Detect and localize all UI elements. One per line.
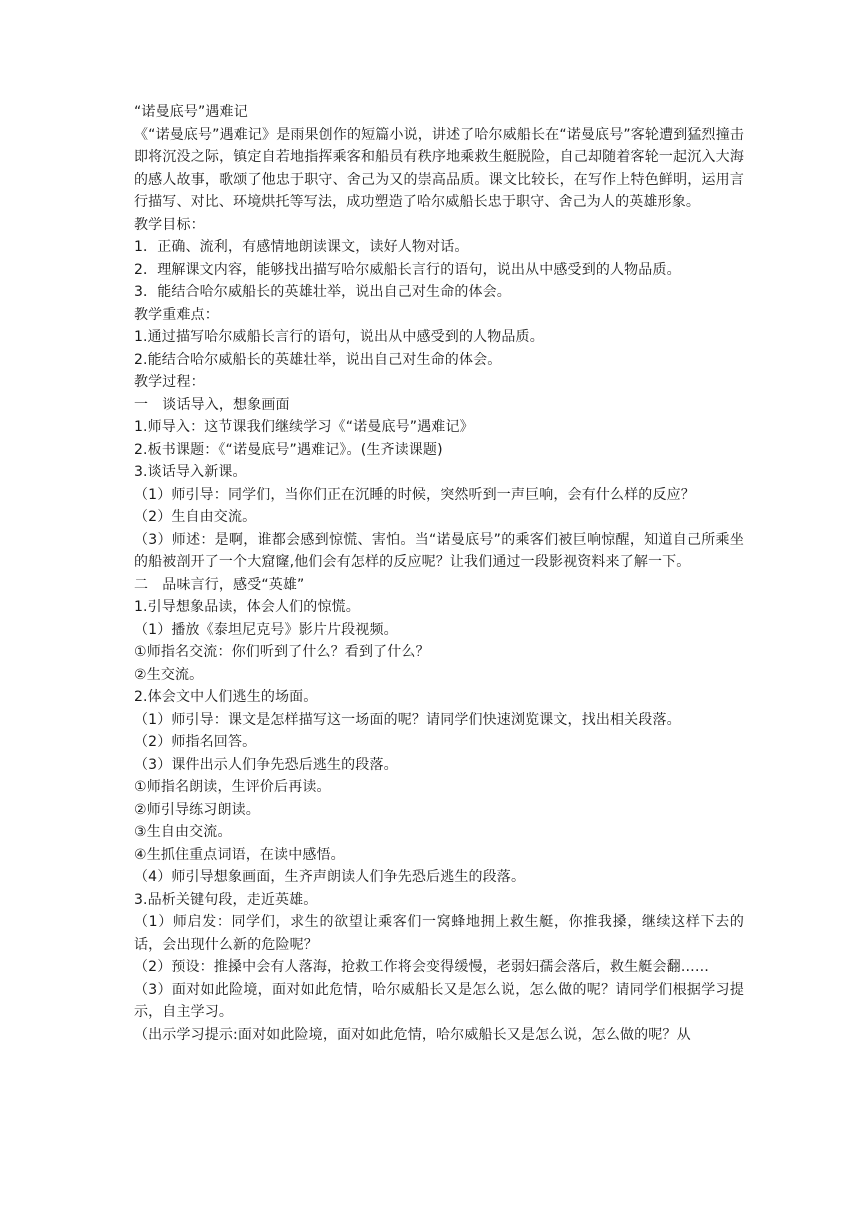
paragraph: （4）师引导想象画面，生齐声朗读人们争先恐后逃生的段落。 — [134, 869, 526, 885]
paragraph: （1）师启发：同学们，求生的欲望让乘客们一窝蜂地拥上救生艇，你推我搡，继续这样下去的话，会出现什么新的危险呢？ — [134, 914, 744, 953]
paragraph: （1）师引导：课文是怎样描写这一场面的呢？请同学们快速浏览课文，找出相关段落。 — [134, 711, 681, 728]
section-1-heading: 一 谈话导入，想象画面 — [134, 396, 290, 413]
heading-goals: 教学目标： — [134, 216, 205, 233]
paragraph: （2）师指名回答。 — [134, 734, 257, 750]
document-title: “诺曼底号”遇难记 — [134, 104, 248, 120]
paragraph: （1）师引导：同学们，当你们正在沉睡的时候，突然听到一声巨响，会有什么样的反应？ — [134, 486, 695, 503]
key-point-1: 1.通过描写哈尔威船长言行的语句，说出从中感受到的人物品质。 — [134, 329, 544, 345]
paragraph-intro: 《“诺曼底号”遇难记》是雨果创作的短篇小说，讲述了哈尔威船长在“诺曼底号”客轮遭到猛烈撞击即将沉没之际，镇定自若地指挥乘客和船员有秩序地乘救生艇脱险，自己却随着客轮一起沉入大海的感人故事，歌颂了他忠于职守、舍己为又的崇高品质。课文比较长，在写作上特色鲜明，运用言行描写、对比、环境烘托等写法，成功塑造了哈尔威船长忠于职守、舍己为人的英雄形象。 — [134, 126, 744, 210]
paragraph: ③生自由交流。 — [134, 824, 232, 840]
paragraph: ②师引导练习朗读。 — [134, 801, 260, 818]
paragraph: （3）面对如此险境，面对如此危情，哈尔威船长又是怎么说，怎么做的呢？请同学们根据学习提示，自主学习。 — [134, 981, 744, 1020]
paragraph: ①师指名交流：你们听到了什么？看到了什么？ — [134, 644, 430, 660]
goal-item-2: 2．理解课文内容，能够找出描写哈尔威船长言行的语句，说出从中感受到的人物品质。 — [134, 261, 681, 278]
paragraph: 3.谈话导入新课。 — [134, 464, 247, 480]
goal-item-3: 3．能结合哈尔威船长的英雄壮举，说出自己对生命的体会。 — [134, 284, 511, 300]
paragraph: 1.师导入：这节课我们继续学习《“诺曼底号”遇难记》 — [134, 419, 474, 435]
paragraph: ④生抓住重点词语，在读中感悟。 — [134, 846, 345, 863]
heading-key-points: 教学重难点： — [134, 306, 219, 323]
paragraph: 2.体会文中人们逃生的场面。 — [134, 689, 318, 705]
paragraph: 2.板书课题：《“诺曼底号”遇难记》。(生齐读课题) — [134, 441, 443, 458]
paragraph: （3）课件出示人们争先恐后逃生的段落。 — [134, 756, 398, 773]
paragraph: （3）师述：是啊，谁都会感到惊慌、害怕。当“诺曼底号”的乘客们被巨响惊醒，知道自己所乘坐的船被剖开了一个大窟窿,他们会有怎样的反应呢？让我们通过一段影视资料来了解一下。 — [134, 531, 744, 570]
goal-item-1: 1．正确、流利，有感情地朗读课文，读好人物对话。 — [134, 239, 469, 255]
paragraph: （2）生自由交流。 — [134, 509, 257, 525]
section-2-heading: 二 品味言行，感受“英雄” — [134, 576, 305, 593]
paragraph: 3.品析关键句段，走近英雄。 — [134, 891, 318, 908]
paragraph: （出示学习提示:面对如此险境，面对如此危情，哈尔威船长又是怎么说，怎么做的呢？从 — [134, 1026, 691, 1043]
paragraph: ①师指名朗读，生评价后再读。 — [134, 779, 331, 795]
paragraph: （2）预设：推搡中会有人落海，抢救工作将会变得缓慢，老弱妇孺会落后，救生艇会翻…… — [134, 959, 710, 975]
key-point-2: 2.能结合哈尔威船长的英雄壮举，说出自己对生命的体会。 — [134, 351, 502, 368]
document-body — [134, 101, 744, 1046]
paragraph: 1.引导想象品读，体会人们的惊慌。 — [134, 599, 360, 615]
heading-process: 教学过程： — [134, 374, 205, 390]
paragraph: ②生交流。 — [134, 666, 204, 683]
paragraph: （1）播放《泰坦尼克号》影片片段视频。 — [134, 621, 398, 638]
